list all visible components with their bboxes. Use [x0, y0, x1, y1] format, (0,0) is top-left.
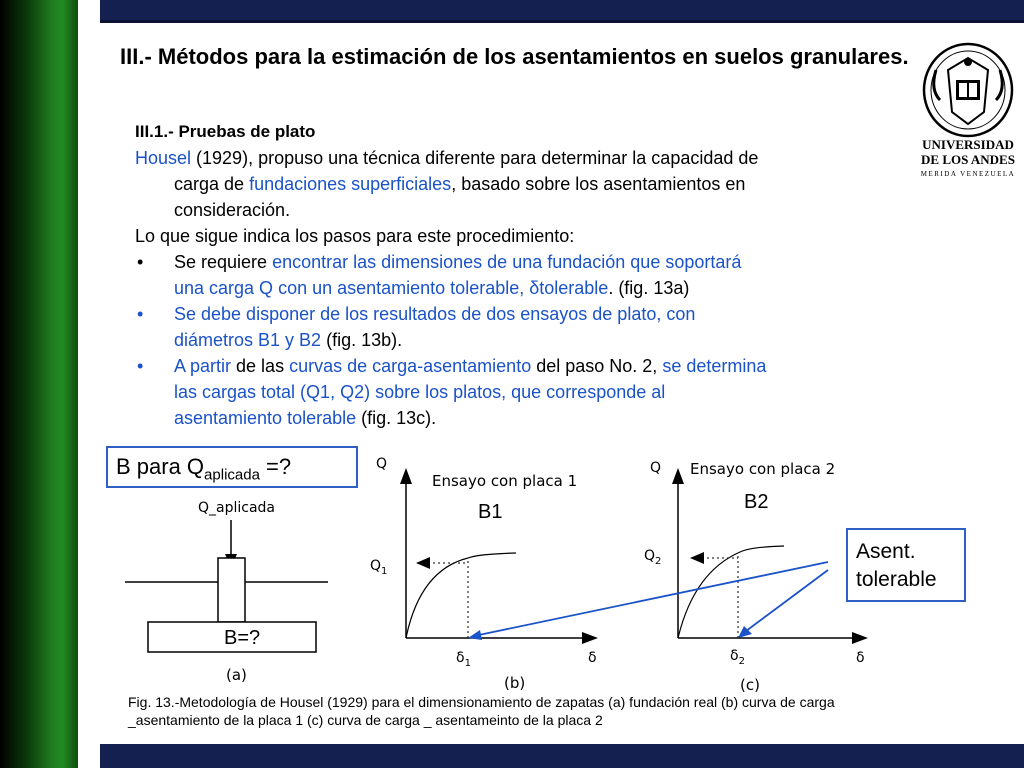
- left-decor-band: [0, 0, 78, 768]
- fig-c-x-arrow: [852, 632, 868, 644]
- fig-b-title: Ensayo con placa 1: [432, 472, 578, 490]
- question-suffix: =?: [259, 454, 292, 479]
- fig-b-x-arrow: [582, 632, 598, 644]
- step1-a: Se requiere: [174, 252, 273, 272]
- figure-caption: [128, 693, 1008, 729]
- para1-text-c: , basado sobre los asentamientos en: [451, 174, 746, 194]
- fig-c-curve: [678, 546, 784, 638]
- fig-a-tag: (a): [226, 666, 247, 684]
- asent-tolerable-box: [846, 528, 966, 602]
- question-prefix: B para Q: [116, 454, 205, 479]
- paragraph-housel-cont: [135, 171, 935, 197]
- fig-b-d1: $\delta_1$: [456, 650, 471, 669]
- paragraph-housel: [135, 145, 935, 171]
- bullet: •: [137, 252, 144, 272]
- para1-text-a: (1929), propuso una técnica diferente para determinar la capacidad de: [191, 148, 759, 168]
- fig-c-d2: $\delta_2$: [730, 648, 745, 667]
- caption-line1: Fig. 13.-Metodología de Housel (1929) para el dimensionamiento de zapatas (a) fundación real (b) curva de carga: [128, 694, 835, 710]
- fig-c-title: Ensayo con placa 2: [690, 460, 836, 478]
- body-text: [135, 119, 935, 431]
- pointer-line-b: [474, 562, 828, 636]
- step3-f: las cargas total (Q1, Q2) sobre los platos, que corresponde al: [174, 382, 666, 402]
- step1-c: una carga Q con un asentamiento tolerable,: [174, 278, 530, 298]
- fig-c-q-arrow: [690, 552, 704, 564]
- caption-line2: _asentamiento de la placa 1 (c) curva de carga _ asentameinto de la placa 2: [128, 712, 603, 728]
- step3-b: de las: [231, 356, 290, 376]
- fig-c-q2: $Q_2$: [644, 548, 662, 567]
- step3-h: (fig. 13c).: [356, 408, 437, 428]
- fig-a-column: [218, 558, 245, 622]
- asent-line2: tolerable: [856, 568, 937, 591]
- step1-d: δtolerable: [529, 278, 609, 298]
- fig-c-name: B2: [744, 491, 769, 513]
- step2-a: Se debe disponer de los resultados de dos ensayos de plato, con: [174, 304, 696, 324]
- step3-d: del paso No. 2,: [531, 356, 663, 376]
- bullet: •: [137, 304, 144, 324]
- slide-title: III.- Métodos para la estimación de los asentamientos en suelos granulares.: [120, 44, 909, 69]
- bottom-bar: [100, 744, 1024, 768]
- fig-b-axis-y: Q: [376, 456, 388, 472]
- step-1: [135, 249, 935, 301]
- link-housel[interactable]: Housel: [135, 148, 192, 168]
- logo-text-merida: MERIDA VENEZUELA: [920, 170, 1016, 178]
- fig-b-tag: (b): [504, 674, 526, 692]
- top-bar: [100, 0, 1024, 23]
- fig-b-q-arrow: [416, 557, 430, 569]
- step2-b: diámetros B1 y B2: [174, 330, 322, 350]
- fig-a-b-label: B=?: [224, 627, 261, 649]
- step-3: [135, 353, 935, 431]
- step-2: [135, 301, 935, 353]
- link-fundaciones[interactable]: fundaciones superficiales: [249, 174, 452, 194]
- step3-c: curvas de carga-asentamiento: [289, 356, 532, 376]
- fig-a-q-label: Q_aplicada: [198, 500, 276, 516]
- question-sub: aplicada: [204, 466, 260, 484]
- fig-c-tag: (c): [740, 676, 760, 692]
- step1-e: . (fig. 13a): [608, 278, 690, 298]
- fig-c-axis-x: δ: [856, 650, 865, 666]
- step3-g: asentamiento tolerable: [174, 408, 357, 428]
- question-box: [106, 446, 358, 488]
- step3-e: se determina: [662, 356, 767, 376]
- step2-c: (fig. 13b).: [321, 330, 403, 350]
- paragraph-housel-end: consideración.: [174, 200, 291, 220]
- fig-c-axis-y: Q: [650, 460, 662, 476]
- asent-line1: Asent.: [856, 540, 916, 563]
- logo-text-university: UNIVERSIDAD: [922, 137, 1014, 152]
- pointer-line-c: [742, 570, 828, 634]
- logo-text-de-los-andes: DE LOS ANDES: [921, 152, 1015, 167]
- fig-b-y-arrow: [400, 468, 412, 484]
- fig-b-name: B1: [478, 501, 503, 523]
- step1-b: encontrar las dimensiones de una fundación que soportará: [272, 252, 742, 272]
- fig-b-axis-x: δ: [588, 650, 597, 666]
- para1-text-b: carga de: [174, 174, 250, 194]
- step3-a: A partir: [174, 356, 232, 376]
- fig-c-y-arrow: [672, 468, 684, 484]
- section-subtitle: III.1.- Pruebas de plato: [135, 122, 316, 141]
- fig-b-q1: $Q_1$: [370, 558, 388, 577]
- paragraph-intro: Lo que sigue indica los pasos para este procedimiento:: [135, 226, 575, 246]
- bullet: •: [137, 356, 144, 376]
